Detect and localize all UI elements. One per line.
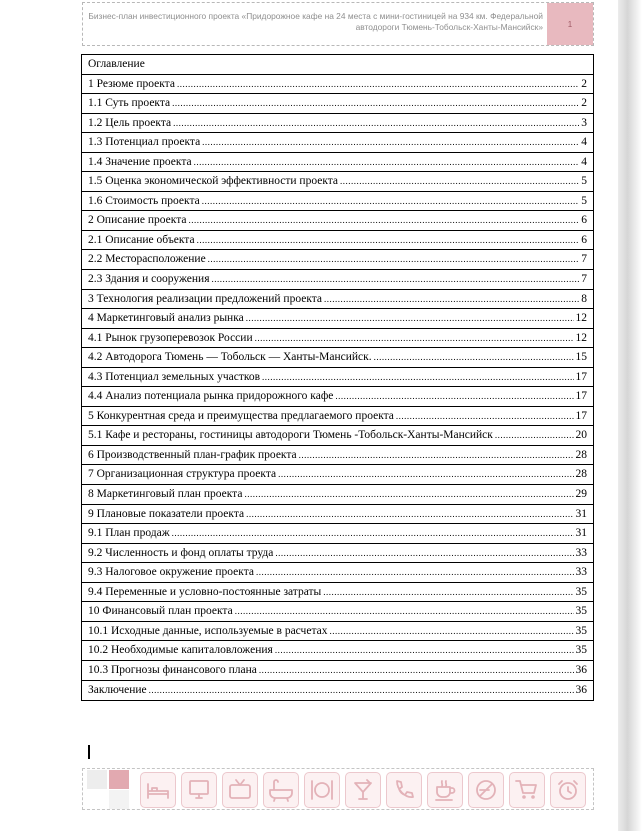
toc-dot-leader <box>172 524 574 542</box>
toc-entry[interactable] <box>82 270 593 290</box>
toc-entry-page: 17 <box>575 409 587 422</box>
toc-entry-page: 4 <box>581 155 587 168</box>
toc-entry-label: 1 Резюме проекта <box>88 77 175 90</box>
toc-dot-leader <box>172 94 579 112</box>
toc-entry[interactable] <box>82 290 593 310</box>
toc-entry[interactable] <box>82 114 593 134</box>
toc-entry[interactable] <box>82 94 593 114</box>
toc-entry-label: 9.2 Численность и фонд оплаты труда <box>88 546 274 559</box>
toc-entry-label: 10 Финансовый план проекта <box>88 605 233 618</box>
toc-entry[interactable] <box>82 524 593 544</box>
toc-entry[interactable] <box>82 348 593 368</box>
toc-dot-leader <box>235 602 574 620</box>
toc-entry[interactable] <box>82 583 593 603</box>
page-header <box>82 2 594 46</box>
toc-entry-label: 5.1 Кафе и рестораны, гостиницы автодороги Тюмень -Тобольск-Ханты-Мансийск <box>88 429 493 442</box>
toc-dot-leader <box>259 661 574 679</box>
toc-dot-leader <box>374 348 574 366</box>
toc-entry-page: 29 <box>575 488 587 501</box>
toc-entry[interactable] <box>82 172 593 192</box>
toc-entry-page: 8 <box>581 292 587 305</box>
toc-dot-leader <box>149 681 574 699</box>
toc-entry[interactable] <box>82 231 593 251</box>
toc-entry-label: 4.4 Анализ потенциала рынка придорожного кафе <box>88 390 334 403</box>
toc-entry[interactable] <box>82 192 593 212</box>
toc-dot-leader <box>211 270 579 288</box>
toc-entry-label: 8 Маркетинговый план проекта <box>88 488 243 501</box>
tv-icon <box>222 772 258 808</box>
toc-entry-label: Заключение <box>88 683 147 696</box>
logo-square <box>109 770 129 789</box>
toc-entry-page: 7 <box>581 273 587 286</box>
toc-dot-leader <box>208 250 580 268</box>
toc-entry-label: 9.1 План продаж <box>88 527 170 540</box>
toc-entry[interactable] <box>82 250 593 270</box>
toc-entry[interactable] <box>82 465 593 485</box>
toc-entry-page: 35 <box>575 644 587 657</box>
toc-entry-label: 10.1 Исходные данные, используемые в расчетах <box>88 624 328 637</box>
toc-dot-leader <box>246 309 574 327</box>
toc-entry[interactable] <box>82 426 593 446</box>
toc-entry-page: 3 <box>581 116 587 129</box>
toc-entry-label: 4 Маркетинговый анализ рынка <box>88 312 244 325</box>
toc-entry-page: 35 <box>575 605 587 618</box>
page-number-box <box>547 3 593 45</box>
toc-title: Оглавление <box>82 55 593 75</box>
toc-entry-page: 17 <box>575 370 587 383</box>
toc-entry-label: 4.1 Рынок грузоперевозок России <box>88 331 253 344</box>
toc-dot-leader <box>278 465 573 483</box>
toc-entry-page: 15 <box>575 351 587 364</box>
page-number: 1 <box>567 19 573 29</box>
plate-cutlery-icon <box>304 772 340 808</box>
cocktail-icon <box>345 772 381 808</box>
toc-entry-label: 9.4 Переменные и условно-постоянные затраты <box>88 585 322 598</box>
no-smoking-icon <box>468 772 504 808</box>
toc-dot-leader <box>197 231 580 249</box>
toc-dot-leader <box>173 114 579 132</box>
toc-entry-label: 6 Производственный план-график проекта <box>88 448 297 461</box>
toc-entry[interactable] <box>82 602 593 622</box>
toc-entry-page: 6 <box>581 214 587 227</box>
toc-entry[interactable] <box>82 329 593 349</box>
toc-entry-label: 1.3 Потенциал проекта <box>88 136 201 149</box>
bed-icon <box>140 772 176 808</box>
toc-dot-leader <box>256 563 574 581</box>
toc-entry-page: 4 <box>581 136 587 149</box>
toc-dot-leader <box>188 211 579 229</box>
toc-dot-leader <box>244 485 573 503</box>
shopping-cart-icon <box>509 772 545 808</box>
toc-entry-page: 5 <box>581 194 587 207</box>
toc-dot-leader <box>340 172 579 190</box>
toc-entry-page: 33 <box>575 546 587 559</box>
toc-dot-leader <box>202 133 579 151</box>
toc-entry-label: 1.2 Цель проекта <box>88 116 172 129</box>
alarm-clock-icon <box>550 772 586 808</box>
toc-entry-page: 36 <box>575 663 587 676</box>
toc-entry[interactable] <box>82 622 593 642</box>
toc-entry-label: 3 Технология реализации предложений проекта <box>88 292 323 305</box>
toc-dot-leader <box>323 583 573 601</box>
text-cursor <box>88 745 90 759</box>
toc-entry-page: 12 <box>575 312 587 325</box>
toc-dot-leader <box>396 407 574 425</box>
coffee-cup-icon <box>427 772 463 808</box>
toc-entry-label: 1.4 Значение проекта <box>88 155 192 168</box>
toc-dot-leader <box>246 505 573 523</box>
toc-entry[interactable] <box>82 661 593 681</box>
header-text: Бизнес-план инвестиционного проекта «Придорожное кафе на 24 места с мини-гостиницей на 934 км. Федеральной автодороги Тюмень-Тобольск-Ханты-Мансийск» <box>88 11 543 32</box>
toc-entry-page: 35 <box>575 585 587 598</box>
toc-entry-page: 31 <box>575 527 587 540</box>
toc-entry-page: 31 <box>575 507 587 520</box>
toc-entry-label: 1.5 Оценка экономической эффективности проекта <box>88 175 339 188</box>
toc-entry-label: 2.3 Здания и сооружения <box>88 273 210 286</box>
toc-entry[interactable] <box>82 485 593 505</box>
toc-dot-leader <box>299 446 574 464</box>
toc-dot-leader <box>335 387 573 405</box>
toc-entries <box>82 75 593 701</box>
toc-entry-label: 2 Описание проекта <box>88 214 187 227</box>
toc-entry-page: 2 <box>581 77 587 90</box>
toc-dot-leader <box>194 153 580 171</box>
toc-entry[interactable] <box>82 368 593 388</box>
page-edge-shadow <box>618 0 642 831</box>
toc-entry[interactable] <box>82 407 593 427</box>
toc-entry-page: 7 <box>581 253 587 266</box>
toc-entry-label: 4.2 Автодорога Тюмень — Тобольск — Ханты-Мансийск. <box>88 351 372 364</box>
phone-icon <box>386 772 422 808</box>
toc-dot-leader <box>255 329 574 347</box>
toc-entry-page: 2 <box>581 97 587 110</box>
toc-entry[interactable] <box>82 505 593 525</box>
toc-entry-page: 5 <box>581 175 587 188</box>
toc-entry-page: 20 <box>575 429 587 442</box>
toc-entry[interactable] <box>82 153 593 173</box>
table-of-contents <box>81 54 594 701</box>
toc-entry-label: 1.6 Стоимость проекта <box>88 194 200 207</box>
toc-entry[interactable] <box>82 641 593 661</box>
toc-entry[interactable] <box>82 563 593 583</box>
toc-entry[interactable] <box>82 387 593 407</box>
toc-dot-leader <box>262 368 573 386</box>
toc-entry-label: 1.1 Суть проекта <box>88 97 171 110</box>
computer-icon <box>181 772 217 808</box>
toc-entry-page: 33 <box>575 566 587 579</box>
toc-dot-leader <box>275 641 574 659</box>
toc-entry-label: 9.3 Налоговое окружение проекта <box>88 566 254 579</box>
toc-entry-label: 5 Конкурентная среда и преимущества предлагаемого проекта <box>88 409 394 422</box>
toc-entry-label: 7 Организационная структура проекта <box>88 468 277 481</box>
toc-entry-page: 36 <box>575 683 587 696</box>
toc-entry[interactable] <box>82 681 593 701</box>
toc-entry[interactable] <box>82 75 593 95</box>
toc-entry[interactable] <box>82 544 593 564</box>
toc-entry-page: 28 <box>575 468 587 481</box>
toc-dot-leader <box>275 544 573 562</box>
toc-entry[interactable] <box>82 309 593 329</box>
toc-entry-label: 10.2 Необходимые капиталовложения <box>88 644 273 657</box>
toc-entry-page: 17 <box>575 390 587 403</box>
toc-entry-page: 6 <box>581 233 587 246</box>
toc-entry-label: 4.3 Потенциал земельных участков <box>88 370 261 383</box>
toc-entry-label: 9 Плановые показатели проекта <box>88 507 245 520</box>
toc-dot-leader <box>202 192 580 210</box>
toc-entry-page: 35 <box>575 624 587 637</box>
logo-square <box>109 790 129 809</box>
toc-entry-label: 2.1 Описание объекта <box>88 233 195 246</box>
toc-dot-leader <box>177 75 579 93</box>
toc-dot-leader <box>324 290 579 308</box>
toc-entry[interactable] <box>82 211 593 231</box>
bathtub-icon <box>263 772 299 808</box>
toc-entry-page: 28 <box>575 448 587 461</box>
toc-entry-label: 10.3 Прогнозы финансового плана <box>88 663 257 676</box>
toc-entry-page: 12 <box>575 331 587 344</box>
toc-entry[interactable] <box>82 446 593 466</box>
toc-entry[interactable] <box>82 133 593 153</box>
toc-entry-label: 2.2 Месторасположение <box>88 253 206 266</box>
toc-dot-leader <box>495 426 574 444</box>
page-footer <box>82 768 594 810</box>
toc-dot-leader <box>329 622 573 640</box>
logo-square <box>87 770 107 789</box>
